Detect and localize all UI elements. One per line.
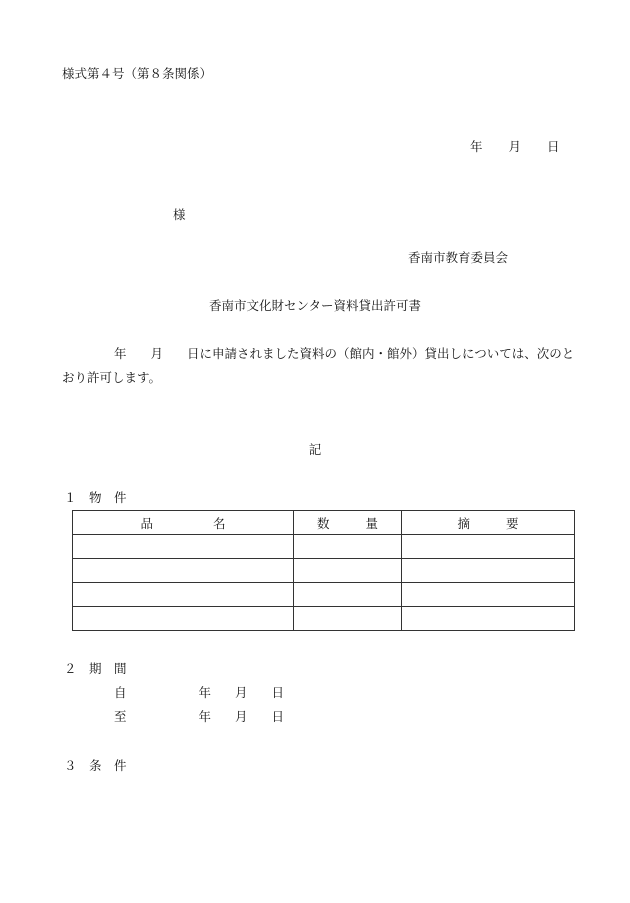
cell-quantity[interactable] xyxy=(294,583,402,607)
date-year: 年 xyxy=(470,139,483,154)
header-item-name: 品 名 xyxy=(73,511,294,535)
table-row xyxy=(73,607,575,631)
cell-item-name[interactable] xyxy=(73,607,294,631)
ki-heading: 記 xyxy=(308,442,322,457)
cell-quantity[interactable] xyxy=(294,607,402,631)
cell-item-name[interactable] xyxy=(73,583,294,607)
date-day: 日 xyxy=(547,139,560,154)
issuer-name: 香南市教育委員会 xyxy=(408,250,509,265)
table-row xyxy=(73,559,575,583)
table-row xyxy=(73,535,575,559)
document-title: 香南市文化財センター資料貸出許可書 xyxy=(208,298,421,313)
body-year: 年 xyxy=(114,346,127,361)
body-text-line2: おり許可します。 xyxy=(62,370,162,385)
period-from-row: 自 年 月 日 xyxy=(114,685,285,700)
cell-item-name[interactable] xyxy=(73,535,294,559)
cell-quantity[interactable] xyxy=(294,535,402,559)
period-to-label: 至 xyxy=(114,709,127,724)
body-month: 月 xyxy=(150,346,164,361)
items-table-header xyxy=(73,511,575,535)
cell-remarks[interactable] xyxy=(402,535,575,559)
items-table xyxy=(72,510,575,631)
cell-item-name[interactable] xyxy=(73,559,294,583)
cell-remarks[interactable] xyxy=(402,559,575,583)
cell-remarks[interactable] xyxy=(402,607,575,631)
table-row xyxy=(73,583,575,607)
cell-quantity[interactable] xyxy=(294,559,402,583)
section-period-label: ２ 期 間 xyxy=(64,661,127,676)
header-quantity: 数 量 xyxy=(294,511,402,535)
period-from-label: 自 xyxy=(114,685,127,700)
body-text: 日に申請されました資料の（館内・館外）貸出しについては、次のと xyxy=(187,346,575,361)
form-number: 様式第４号（第８条関係） xyxy=(62,66,213,81)
period-to-row: 至 年 月 日 xyxy=(114,709,285,724)
header-remarks: 摘 要 xyxy=(402,511,575,535)
addressee-suffix: 様 xyxy=(173,207,186,222)
issue-date xyxy=(470,139,560,155)
body-text-line1 xyxy=(62,346,582,362)
cell-remarks[interactable] xyxy=(402,583,575,607)
date-month: 月 xyxy=(508,139,522,154)
section-items-label: １ 物 件 xyxy=(64,490,127,505)
section-conditions-label: ３ 条 件 xyxy=(64,758,127,773)
